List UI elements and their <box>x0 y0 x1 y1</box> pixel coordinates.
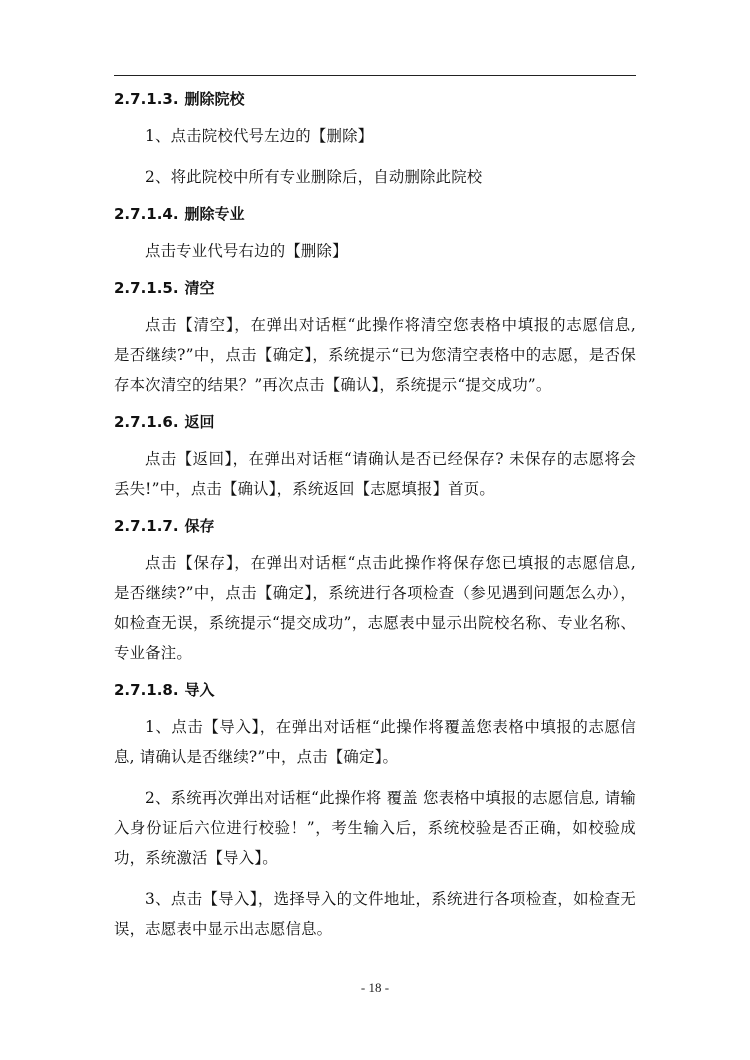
page-content <box>114 88 636 955</box>
section-heading <box>114 277 636 299</box>
paragraph: 3、点击【导入】，选择导入的文件地址，系统进行各项检查，如检查无误，志愿表中显示出志愿信息。 <box>114 890 636 938</box>
section-title: 删除院校 <box>184 90 245 108</box>
paragraph: 点击【保存】，在弹出对话框“点击此操作将保存您已填报的志愿信息, 是否继续?”中，点击【确定】，系统进行各项检查（参见遇到问题怎么办），如检查无误，系统提示“提交成功”，志愿表中显示出院校名称、专业名称、专业备注。 <box>114 554 636 662</box>
section-number: 2.7.1.3. <box>114 90 179 108</box>
paragraph: 2、将此院校中所有专业删除后，自动删除此院校 <box>145 168 483 186</box>
section-title: 删除专业 <box>184 205 245 223</box>
section-heading <box>114 679 636 701</box>
section-return <box>114 411 636 504</box>
section-title: 清空 <box>184 279 215 297</box>
section-title: 返回 <box>184 413 215 431</box>
section-heading <box>114 203 636 225</box>
section-import <box>114 679 636 944</box>
paragraph: 点击专业代号右边的【删除】 <box>145 242 348 260</box>
section-number: 2.7.1.7. <box>114 517 179 535</box>
paragraph: 点击【返回】，在弹出对话框“请确认是否已经保存? 未保存的志愿将会丢失!”中，点击【确认】，系统返回【志愿填报】首页。 <box>114 450 636 498</box>
paragraph: 1、点击【导入】，在弹出对话框“此操作将覆盖您表格中填报的志愿信息, 请确认是否继续?”中，点击【确定】。 <box>114 718 636 766</box>
section-title: 保存 <box>184 517 215 535</box>
section-heading <box>114 88 636 110</box>
section-delete-major <box>114 203 636 266</box>
section-number: 2.7.1.8. <box>114 681 179 699</box>
section-heading <box>114 411 636 433</box>
section-number: 2.7.1.5. <box>114 279 179 297</box>
page-number: - 18 - <box>360 980 390 995</box>
section-heading <box>114 515 636 537</box>
paragraph: 2、系统再次弹出对话框“此操作将 覆盖 您表格中填报的志愿信息, 请输入身份证后六位进行校验！”，考生输入后，系统校验是否正确，如校验成功，系统激活【导入】。 <box>114 789 636 867</box>
paragraph: 1、点击院校代号左边的【删除】 <box>145 127 374 145</box>
paragraph: 点击【清空】，在弹出对话框“此操作将清空您表格中填报的志愿信息, 是否继续?”中，点击【确定】，系统提示“已为您清空表格中的志愿，是否保存本次清空的结果？”再次点击【确认】，系统提示“提交成功”。 <box>114 316 636 394</box>
section-number: 2.7.1.6. <box>114 413 179 431</box>
header-rule <box>114 75 636 76</box>
section-delete-school <box>114 88 636 192</box>
section-title: 导入 <box>184 681 215 699</box>
section-clear <box>114 277 636 400</box>
section-number: 2.7.1.4. <box>114 205 179 223</box>
section-save <box>114 515 636 668</box>
